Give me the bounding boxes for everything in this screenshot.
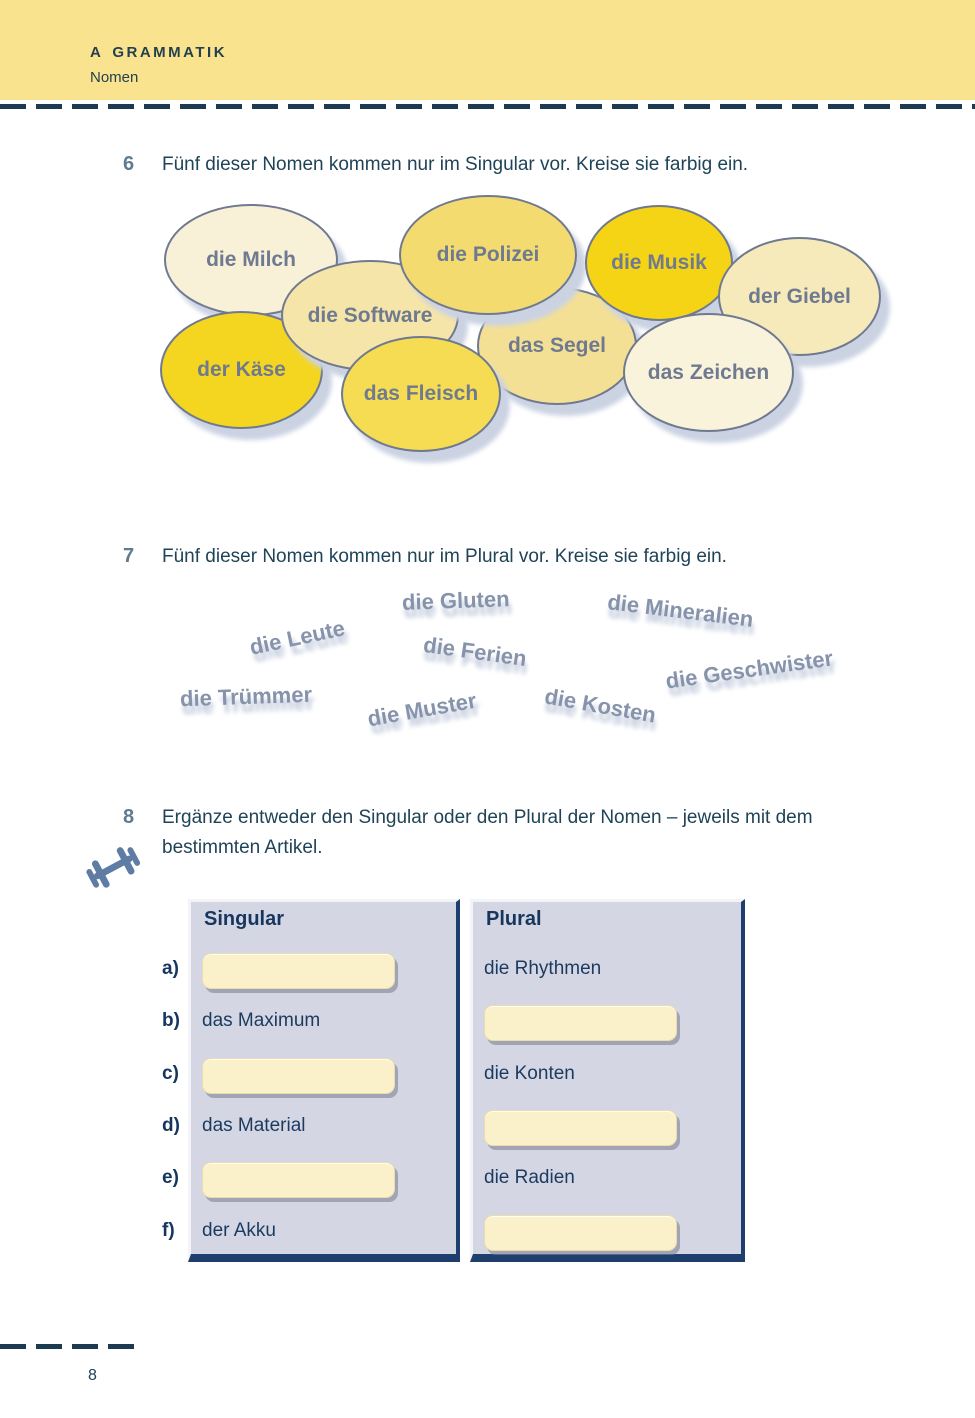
cell-singular-f: der Akku: [202, 1220, 276, 1241]
plural-column-header: Plural: [486, 908, 542, 930]
cell-plural-a: die Rhythmen: [484, 958, 602, 979]
section-subtitle: Nomen: [90, 69, 139, 86]
noun-bubble-die-polizei[interactable]: [399, 195, 577, 315]
exercise-7-instruction: Fünf dieser Nomen kommen nur im Plural vor. Kreise sie farbig ein.: [162, 546, 727, 567]
noun-word-die-geschwister[interactable]: die Geschwister: [664, 645, 835, 694]
bubble-label: die Musik: [611, 251, 707, 274]
row-label-b: b): [162, 1010, 180, 1031]
cell-singular-d: das Material: [202, 1115, 306, 1136]
noun-bubble-das-zeichen[interactable]: [623, 313, 794, 432]
header-band: [0, 0, 975, 100]
row-label-f: f): [162, 1220, 175, 1241]
dumbbell-icon: [82, 841, 144, 893]
section-name: GRAMMATIK: [112, 44, 228, 61]
bubble-label: der Giebel: [748, 284, 851, 308]
page-number: 8: [88, 1367, 97, 1384]
section-title: [90, 44, 227, 61]
answer-blank-b-plural[interactable]: [484, 1005, 677, 1041]
noun-word-die-ferien[interactable]: die Ferien: [421, 631, 529, 672]
bubble-label: das Fleisch: [363, 382, 479, 405]
row-label-a: a): [162, 958, 179, 979]
noun-word-die-mineralien[interactable]: die Mineralien: [606, 589, 755, 632]
answer-blank-f-plural[interactable]: [484, 1215, 677, 1251]
cell-singular-b: das Maximum: [202, 1010, 321, 1031]
answer-blank-d-plural[interactable]: [484, 1110, 677, 1146]
noun-word-die-muster[interactable]: die Muster: [365, 687, 479, 732]
exercise-6-instruction: Fünf dieser Nomen kommen nur im Singular vor. Kreise sie farbig ein.: [162, 154, 749, 175]
bottom-dashed-divider: [0, 1344, 141, 1349]
noun-word-die-leute[interactable]: die Leute: [247, 615, 348, 660]
bubble-label: die Milch: [206, 248, 296, 271]
bubble-label: die Polizei: [436, 243, 540, 266]
exercise-7-number: 7: [123, 545, 135, 567]
exercise-8-instruction: Ergänze entweder den Singular oder den Plural der Nomen – jeweils mit dem bestimmten Artikel.: [162, 807, 813, 858]
row-label-c: c): [162, 1063, 179, 1084]
answer-blank-e-singular[interactable]: [202, 1162, 395, 1198]
bubble-label: der Käse: [197, 358, 286, 381]
cell-plural-e: die Radien: [484, 1167, 575, 1188]
section-letter: A: [90, 44, 104, 61]
bubble-label: das Segel: [507, 334, 607, 357]
noun-word-die-truemmer[interactable]: die Trümmer: [179, 681, 313, 712]
cell-plural-c: die Konten: [484, 1063, 575, 1084]
noun-bubble-das-fleisch[interactable]: [341, 336, 501, 452]
noun-word-die-kosten[interactable]: die Kosten: [542, 683, 658, 728]
exercise-6-number: 6: [123, 153, 135, 175]
row-label-e: e): [162, 1167, 179, 1188]
bubble-label: das Zeichen: [647, 360, 770, 384]
noun-word-die-gluten[interactable]: die Gluten: [401, 586, 510, 615]
noun-bubble-die-musik[interactable]: [585, 205, 733, 321]
exercise-8-number: 8: [123, 806, 135, 828]
singular-column-header: Singular: [204, 908, 285, 930]
top-dashed-divider: [0, 104, 975, 109]
answer-blank-c-singular[interactable]: [202, 1058, 395, 1094]
row-label-d: d): [162, 1115, 180, 1136]
answer-blank-a-singular[interactable]: [202, 953, 395, 989]
bubble-label: die Software: [307, 303, 433, 327]
